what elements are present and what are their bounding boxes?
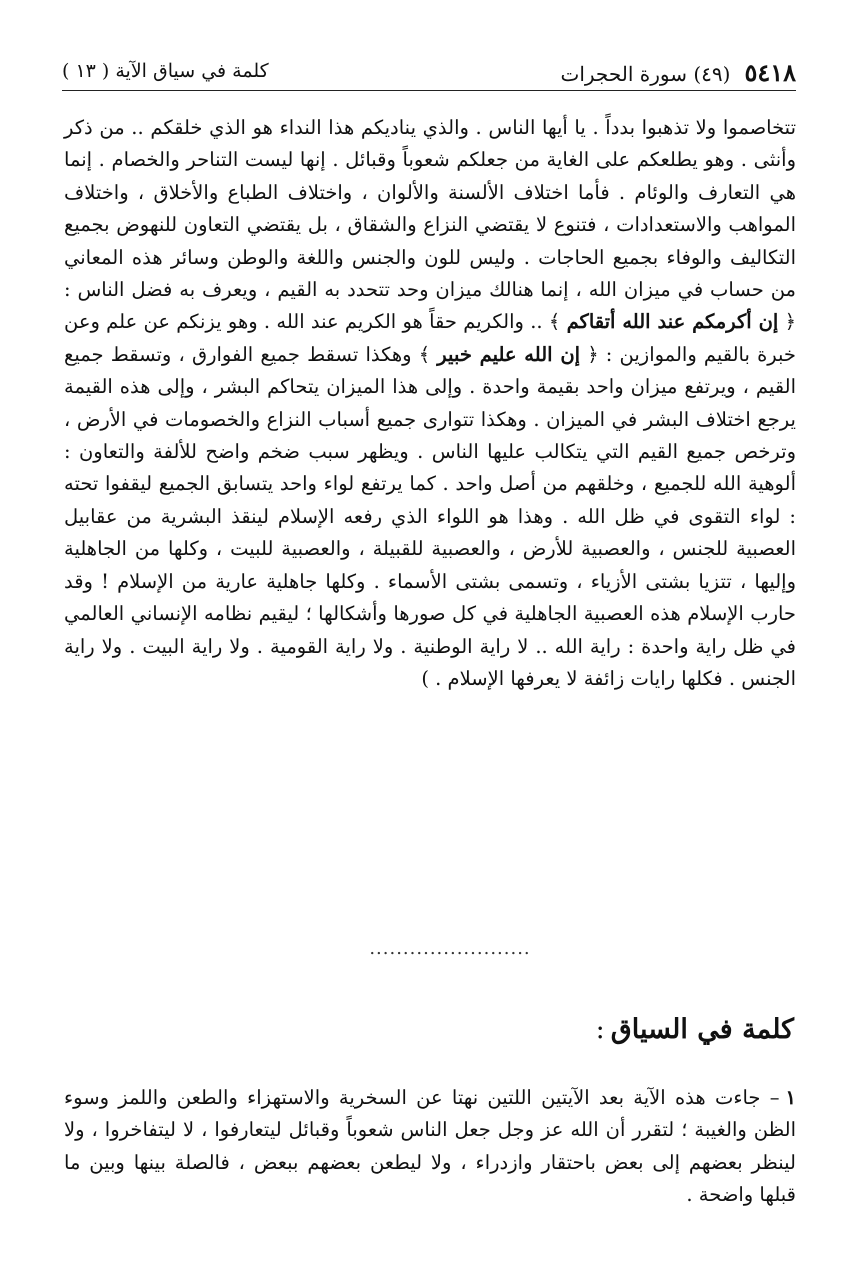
section-body: [64, 1082, 796, 1212]
quran-quote: إن أكرمكم عند الله أتقاكم: [566, 310, 779, 334]
section-heading-text: كلمة في السياق: [610, 1014, 794, 1045]
surah-title: (٤٩) سورة الحجرات: [560, 62, 731, 86]
main-paragraph: [64, 112, 796, 695]
text-segment: تتخاصموا ولا تذهبوا بدداً . يا أيها الناس . والذي يناديكم هذا النداء هو الذي خلقكم .. من ذكر وأنثى . وهو يطلعكم على الغاية من جعلكم شعوباً وقبائل . إنها ليست التناحر والخصام . إنما هي التعارف والوئام . فأما اختلاف الألسنة والألوان ، واختلاف الطباع والأخلاق ، واختلاف المواهب والاستعدادات ، فتنوع لا يقتضي النزاع والشقاق ، بل يقتضي التعاون للنهوض بجميع التكاليف والوفاء بجميع الحاجات . وليس للون والجنس واللغة والوطن وسائر هذه المعاني من حساب في ميزان الله ، إنما هنالك ميزان وحد تتحدد به القيم ، ويعرف به فضل الناس : ﴿: [64, 116, 797, 334]
text-segment: ﴾ وهكذا تسقط جميع الفوارق ، وتسقط جميع القيم ، ويرتفع ميزان واحد بقيمة واحدة . وإلى هذا الميزان يتحاكم البشر ، وإلى هذه القيمة يرجع اختلاف البشر في الميزان . وهكذا تتوارى جميع أسباب النزاع والخصومات في الأرض ، وترخص جميع القيم التي يتكالب عليها الناس . ويظهر سبب ضخم واضح للألفة والتعاون : ألوهية الله للجميع ، وخلقهم من أصل واحد . كما يرتفع لواء واحد يتسابق الجميع ليقفوا تحته : لواء التقوى في ظل الله . وهذا هو اللواء الذي رفعه الإسلام لينقذ البشرية من عقابيل العصبية للجنس ، والعصبية للأرض ، والعصبية للقبيلة ، والعصبية للبيت ، وكلها من الجاهلية وإليها ، تتزيا بشتى الأزياء ، وتسمى بشتى الأسماء . وكلها جاهلية عارية من الإسلام ! وقد حارب الإسلام هذه العصبية الجاهلية في كل صورها وأشكالها ؛ ليقيم نظامه الإنساني العالمي في ظل راية واحدة : راية الله .. لا راية الوطنية . ولا راية القومية . ولا راية البيت . ولا راية الجنس . فكلها رايات زائفة لا يعرفها الإسلام . ): [64, 342, 796, 690]
section-heading: [596, 1014, 794, 1045]
page-number: ٥٤١٨: [744, 58, 796, 87]
header-right: [561, 58, 797, 87]
section-running-title: كلمة في سياق الآية ( ١٣ ): [62, 60, 269, 82]
item-number: ١: [785, 1086, 796, 1109]
main-text: [64, 112, 796, 695]
page-header: [62, 54, 796, 91]
item-text: – جاءت هذه الآية بعد الآيتين اللتين نهتا عن السخرية والاستهزاء والطعن واللمز وسوء الظن والغيبة ؛ لتقرر أن الله عز وجل جعل الناس شعوباً وقبائل ليتعارفوا ، لا ليتفاخروا ، ولا لينظر بعضهم إلى بعض باحتقار وازدراء ، ولا ليطعن بعضهم ببعض ، فالصلة بينها وبين ما قبلها واضحة .: [64, 1086, 796, 1207]
section-paragraph: [64, 1082, 796, 1212]
quran-quote: إن الله عليم خبير: [437, 342, 581, 366]
dotted-separator: ........................: [369, 938, 531, 959]
section-heading-colon: :: [595, 1014, 605, 1045]
text-segment: ﴾ .. والكريم حقاً هو الكريم عند الله . وهو يزنكم عن علم وعن خبرة بالقيم والموازين : ﴿: [64, 310, 796, 366]
